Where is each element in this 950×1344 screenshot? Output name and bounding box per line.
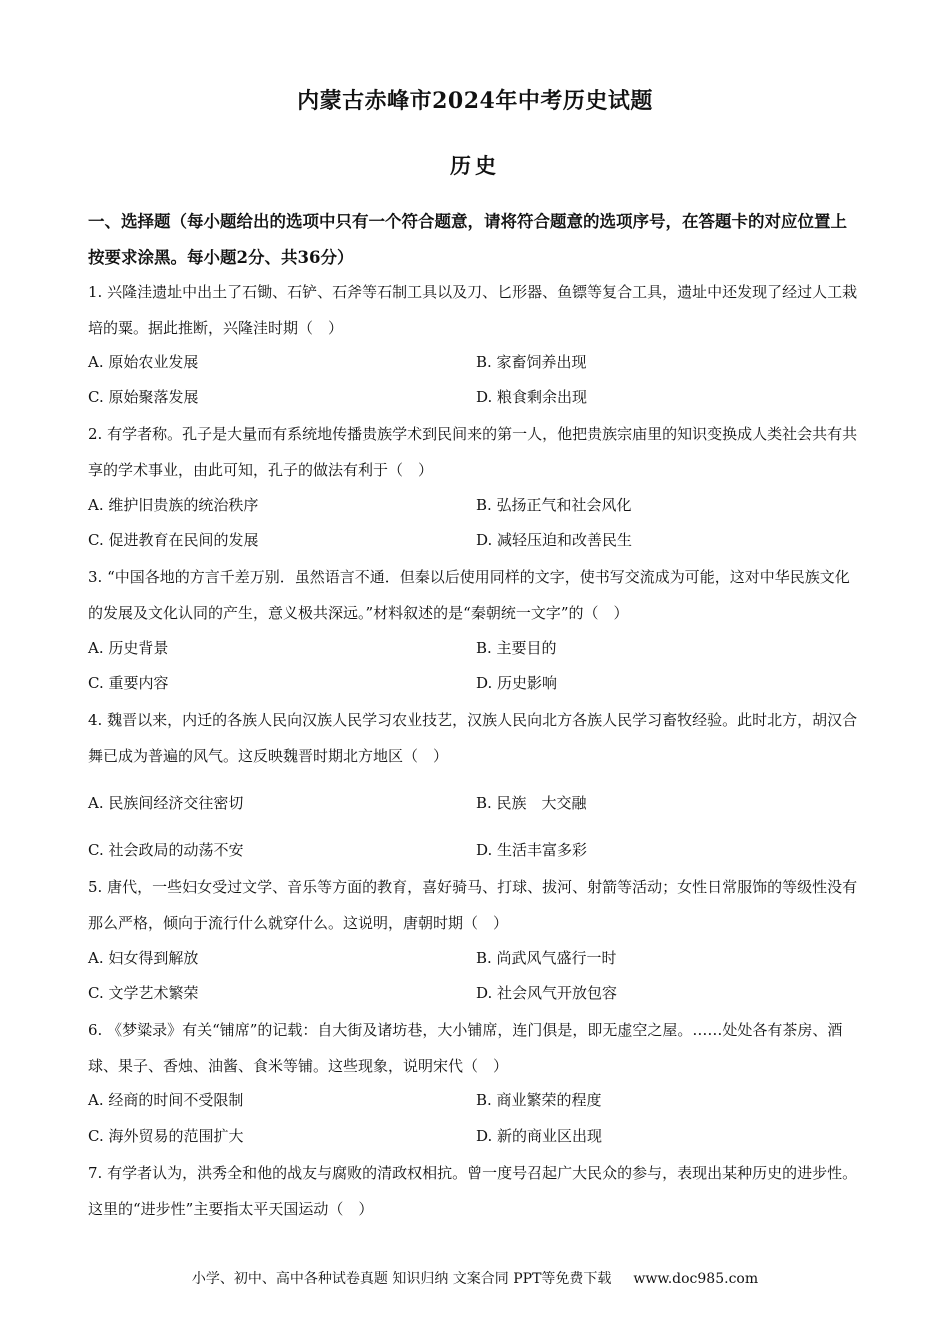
question-3-stem: 3. “中国各地的方言千差万别．虽然语言不通．但秦以后使用同样的文字，使书写交流成为可能，这对中华民族文化的发展及文化认同的产生，意义极共深远。”材料叙述的是“秦朝统一文字”的（ ）: [88, 568, 850, 622]
question-1-option-c: C. 原始聚落发展: [88, 388, 199, 406]
question-3-option-b: B. 主要目的: [476, 639, 557, 657]
question-6-option-b: B. 商业繁荣的程度: [476, 1091, 602, 1109]
question-4-stem: 4. 魏晋以来，内迁的各族人民向汉族人民学习农业技艺，汉族人民向北方各族人民学习畜牧经验。此时北方，胡汉合舞已成为普遍的风气。这反映魏晋时期北方地区（ ）: [88, 711, 858, 765]
page-footer: [0, 1268, 950, 1288]
question-4-option-d: D. 生活丰富多彩: [476, 841, 588, 859]
question-4-option-c: C. 社会政局的动荡不安: [88, 841, 244, 859]
question-3-option-d: D. 历史影响: [476, 674, 558, 692]
section-heading: 一、选择题（每小题给出的选项中只有一个符合题意，请将符合题意的选项序号，在答題卡的对应位置上按要求涂黑。每小题2分、共36分）: [88, 212, 847, 267]
question-2-option-b: B. 弘扬正气和社会风化: [476, 496, 632, 514]
question-6-stem: 6. 《梦粱录》有关“铺席”的记载：自大街及诸坊巷，大小铺席，连门俱是，即无虚空之屋。……处处各有茶房、酒球、果子、香烛、油酱、食米等铺。这些现象，说明宋代（ ）: [88, 1021, 843, 1075]
question-6-option-c: C. 海外贸易的范围扩大: [88, 1127, 244, 1145]
question-1-stem: 1. 兴隆洼遗址中出土了石锄、石铲、石斧等石制工具以及刀、匕形器、鱼镖等复合工具，遗址中还发现了经过人工栽培的粟。据此推断，兴隆洼时期（ ）: [88, 283, 858, 337]
footer-url-link[interactable]: www.doc985.com: [633, 1271, 759, 1287]
question-2-option-a: A. 维护旧贵族的统治秩序: [88, 496, 259, 514]
question-2-stem: 2. 有学者称。孔子是大量而有系统地传播贵族学术到民间来的第一人，他把贵族宗庙里的知识变换成人类社会共有共享的学术事业，由此可知，孔子的做法有利于（ ）: [88, 425, 858, 479]
question-4-option-a: A. 民族间经济交往密切: [88, 794, 244, 812]
question-5-option-d: D. 社会风气开放包容: [476, 984, 618, 1002]
question-2-option-c: C. 促进教育在民间的发展: [88, 531, 259, 549]
question-3-option-c: C. 重要内容: [88, 674, 169, 692]
question-6-option-a: A. 经商的时间不受限制: [88, 1091, 244, 1109]
question-5-stem: 5. 唐代，一些妇女受过文学、音乐等方面的教育，喜好骑马、打球、拔河、射箭等活动；女性日常服饰的等级性没有那么严格，倾向于流行什么就穿什么。这说明，唐朝时期（ ）: [88, 878, 858, 932]
question-5-option-b: B. 尚武风气盛行一时: [476, 949, 617, 967]
question-4-option-b: B. 民族 大交融: [476, 794, 587, 812]
footer-text: 小学、初中、高中各种试卷真题 知识归纳 文案合同 PPT等免费下载: [191, 1271, 612, 1287]
question-1-option-a: A. 原始农业发展: [88, 353, 199, 371]
exam-title: 内蒙古赤峰市2024年中考历史试题: [297, 88, 653, 114]
question-1-option-d: D. 粮食剩余出现: [476, 388, 588, 406]
question-5-option-c: C. 文学艺术繁荣: [88, 984, 199, 1002]
question-5-option-a: A. 妇女得到解放: [88, 949, 199, 967]
question-2-option-d: D. 减轻压迫和改善民生: [476, 531, 633, 549]
question-6-option-d: D. 新的商业区出现: [476, 1127, 603, 1145]
question-1-option-b: B. 家畜饲养出现: [476, 353, 587, 371]
question-7-stem: 7. 有学者认为，洪秀全和他的战友与腐败的清政权相抗。曾一度号召起广大民众的参与，表现出某种历史的进步性。这里的“进步性”主要指太平天国运动（ ）: [88, 1164, 858, 1218]
question-3-option-a: A. 历史背景: [88, 639, 169, 657]
subject-title: 历史: [450, 153, 500, 178]
